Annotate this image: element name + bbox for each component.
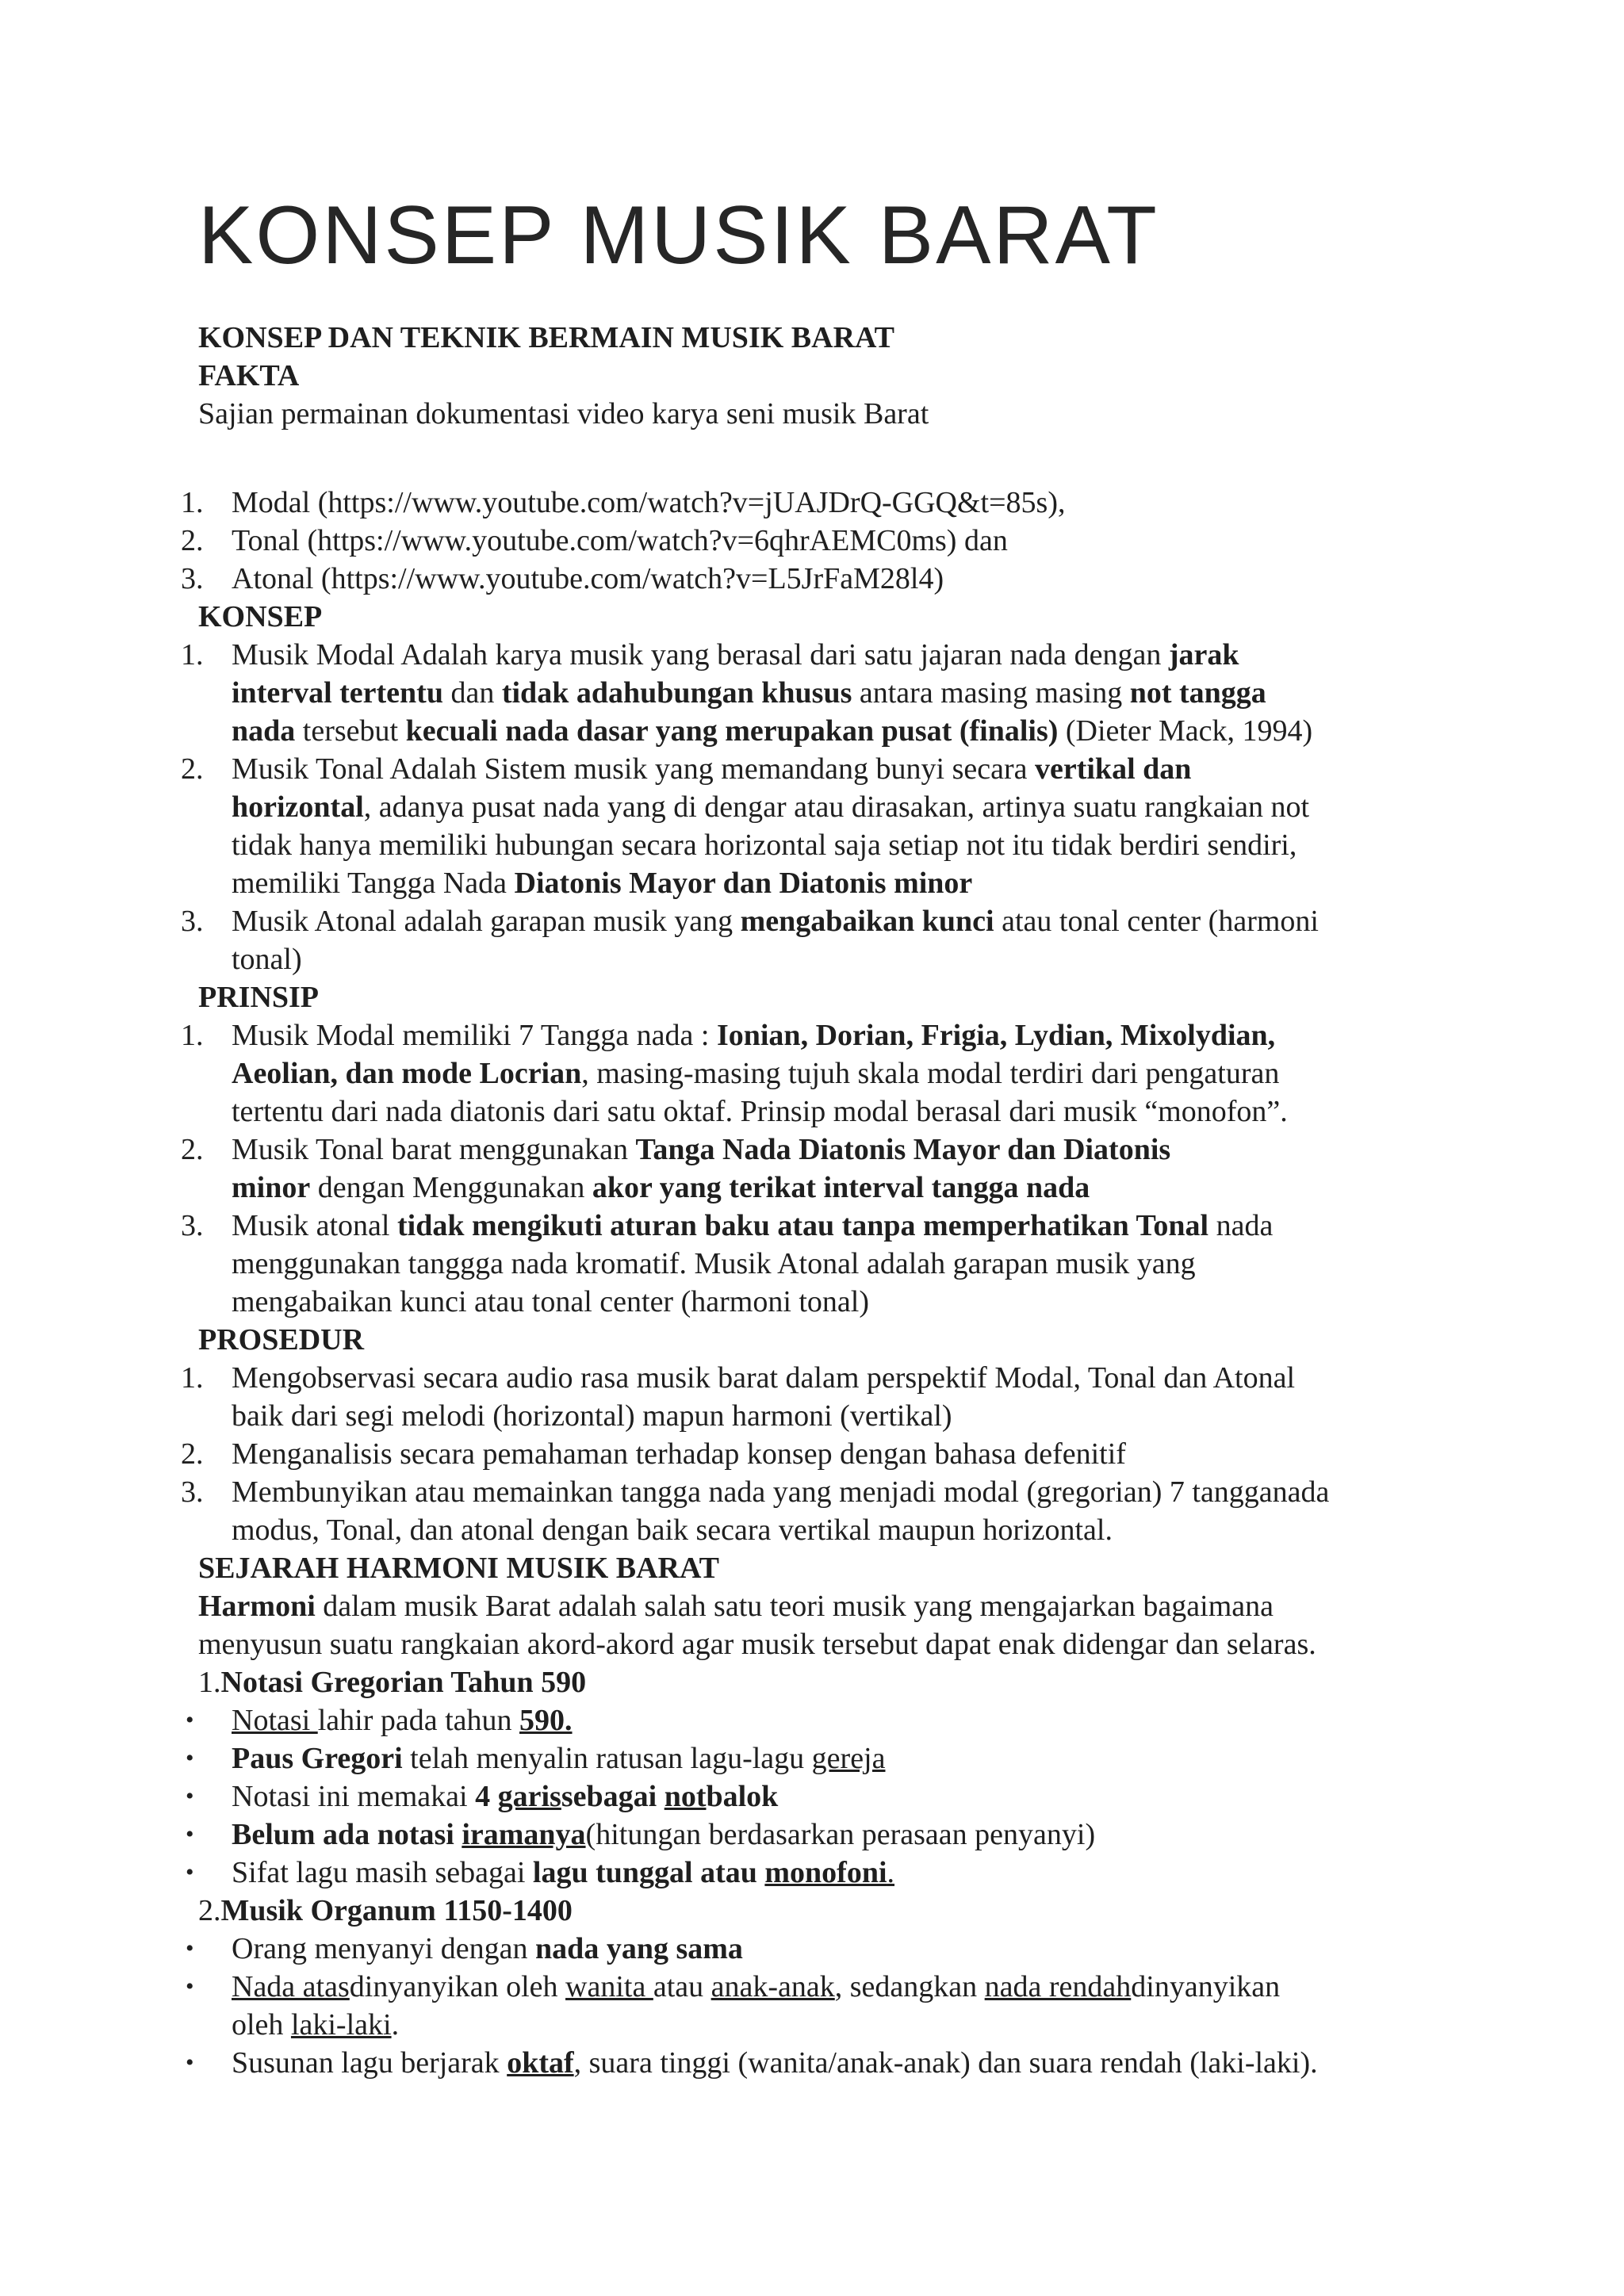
konsep-item-3-line-1: Musik Atonal adalah garapan musik yang mengabaikan kunci atau tonal center (harmoni <box>232 905 1319 938</box>
list-number: 3. <box>181 562 204 595</box>
prosedur-item-3-line-1: Membunyikan atau memainkan tangga nada yang menjadi modal (gregorian) 7 tangganada <box>232 1475 1330 1509</box>
prinsip-item-1-line-1: Musik Modal memiliki 7 Tangga nada : Ionian, Dorian, Frigia, Lydian, Mixolydian, <box>232 1019 1276 1052</box>
konsep-heading: KONSEP <box>198 600 323 633</box>
bullet: • <box>186 2049 194 2076</box>
page-title: KONSEP MUSIK BARAT <box>198 189 1159 281</box>
konsep-item-3-line-2: tonal) <box>232 943 302 976</box>
fakta-heading: FAKTA <box>198 359 300 392</box>
konsep-item-1-line-3: nada tersebut kecuali nada dasar yang merupakan pusat (finalis) (Dieter Mack, 1994) <box>232 714 1313 748</box>
organum-bullet-3: Susunan lagu berjarak oktaf, suara tinggi (wanita/anak-anak) dan suara rendah (laki-laki). <box>232 2046 1318 2080</box>
list-number: 2. <box>181 524 204 557</box>
sejarah-line-1: Harmoni dalam musik Barat adalah salah satu teori musik yang mengajarkan bagaimana <box>198 1590 1274 1623</box>
organum-bullet-1: Orang menyanyi dengan nada yang sama <box>232 1932 743 1965</box>
prinsip-item-3-line-2: menggunakan tanggga nada kromatif. Musik Atonal adalah garapan musik yang <box>232 1247 1196 1280</box>
konsep-item-2-line-1: Musik Tonal Adalah Sistem musik yang memandang bunyi secara vertikal dan <box>232 752 1192 786</box>
bullet: • <box>186 1783 194 1809</box>
gregorian-bullet-1: Notasi lahir pada tahun 590. <box>232 1704 573 1737</box>
prinsip-item-1-line-3: tertentu dari nada diatonis dari satu oktaf. Prinsip modal berasal dari musik “monofon”. <box>232 1095 1288 1128</box>
bullet: • <box>186 1973 194 1999</box>
prinsip-item-3-line-3: mengabaikan kunci atau tonal center (harmoni tonal) <box>232 1285 870 1318</box>
bullet: • <box>186 1707 194 1733</box>
list-number: 2. <box>181 1437 204 1471</box>
list-number: 1. <box>181 1019 204 1052</box>
fakta-intro: Sajian permainan dokumentasi video karya seni musik Barat <box>198 397 929 430</box>
konsep-item-1-line-2: interval tertentu dan tidak adahubungan khusus antara masing masing not tangga <box>232 676 1266 710</box>
bullet: • <box>186 1859 194 1885</box>
prinsip-item-2-line-1: Musik Tonal barat menggunakan Tanga Nada Diatonis Mayor dan Diatonis <box>232 1133 1171 1166</box>
konsep-item-1-line-1: Musik Modal Adalah karya musik yang berasal dari satu jajaran nada dengan jarak <box>232 638 1239 672</box>
sejarah-heading: SEJARAH HARMONI MUSIK BARAT <box>198 1552 719 1585</box>
list-number: 3. <box>181 1209 204 1242</box>
konsep-item-2-line-4: memiliki Tangga Nada Diatonis Mayor dan Diatonis minor <box>232 867 973 900</box>
list-number: 2. <box>181 1133 204 1166</box>
gregorian-bullet-2: Paus Gregori telah menyalin ratusan lagu-lagu gereja <box>232 1742 886 1775</box>
konsep-item-2-line-3: tidak hanya memiliki hubungan secara horizontal saja setiap not itu tidak berdiri sendiri, <box>232 828 1297 862</box>
organum-heading: 2.Musik Organum 1150-1400 <box>198 1894 573 1927</box>
list-number: 1. <box>181 486 204 519</box>
list-number: 2. <box>181 752 204 786</box>
organum-bullet-2-line-2: oleh laki-laki. <box>232 2008 400 2042</box>
fakta-item-modal: Modal (https://www.youtube.com/watch?v=jUAJDrQ-GGQ&t=85s), <box>232 486 1066 519</box>
fakta-item-tonal: Tonal (https://www.youtube.com/watch?v=6qhrAEMC0ms) dan <box>232 524 1008 557</box>
prinsip-heading: PRINSIP <box>198 981 320 1014</box>
sejarah-line-2: menyusun suatu rangkaian akord-akord agar musik tersebut dapat enak didengar dan selaras. <box>198 1628 1316 1661</box>
bullet: • <box>186 1745 194 1771</box>
prinsip-item-1-line-2: Aeolian, dan mode Locrian, masing-masing tujuh skala modal terdiri dari pengaturan <box>232 1057 1280 1090</box>
prinsip-item-2-line-2: minor dengan Menggunakan akor yang terikat interval tangga nada <box>232 1171 1090 1204</box>
prosedur-item-2: Menganalisis secara pemahaman terhadap konsep dengan bahasa defenitif <box>232 1437 1126 1471</box>
gregorian-bullet-5: Sifat lagu masih sebagai lagu tunggal atau monofoni. <box>232 1856 895 1889</box>
list-number: 3. <box>181 1475 204 1509</box>
prinsip-item-3-line-1: Musik atonal tidak mengikuti aturan baku atau tanpa memperhatikan Tonal nada <box>232 1209 1274 1242</box>
prosedur-item-3-line-2: modus, Tonal, dan atonal dengan baik secara vertikal maupun horizontal. <box>232 1513 1113 1547</box>
prosedur-heading: PROSEDUR <box>198 1323 365 1357</box>
gregorian-bullet-3: Notasi ini memakai 4 garissebagai notbalok <box>232 1780 779 1813</box>
list-number: 1. <box>181 1361 204 1395</box>
gregorian-heading: 1.Notasi Gregorian Tahun 590 <box>198 1666 587 1699</box>
prosedur-item-1-line-1: Mengobservasi secara audio rasa musik barat dalam perspektif Modal, Tonal dan Atonal <box>232 1361 1296 1395</box>
bullet: • <box>186 1821 194 1847</box>
list-number: 3. <box>181 905 204 938</box>
gregorian-bullet-4: Belum ada notasi iramanya(hitungan berdasarkan perasaan penyanyi) <box>232 1818 1096 1851</box>
organum-bullet-2-line-1: Nada atasdinyanyikan oleh wanita atau anak-anak, sedangkan nada rendahdinyanyikan <box>232 1970 1281 2003</box>
prosedur-item-1-line-2: baik dari segi melodi (horizontal) mapun harmoni (vertikal) <box>232 1399 952 1433</box>
fakta-item-atonal: Atonal (https://www.youtube.com/watch?v=L5JrFaM28l4) <box>232 562 944 595</box>
subtitle: KONSEP DAN TEKNIK BERMAIN MUSIK BARAT <box>198 321 894 354</box>
konsep-item-2-line-2: horizontal, adanya pusat nada yang di dengar atau dirasakan, artinya suatu rangkaian not <box>232 790 1310 824</box>
list-number: 1. <box>181 638 204 672</box>
bullet: • <box>186 1935 194 1961</box>
